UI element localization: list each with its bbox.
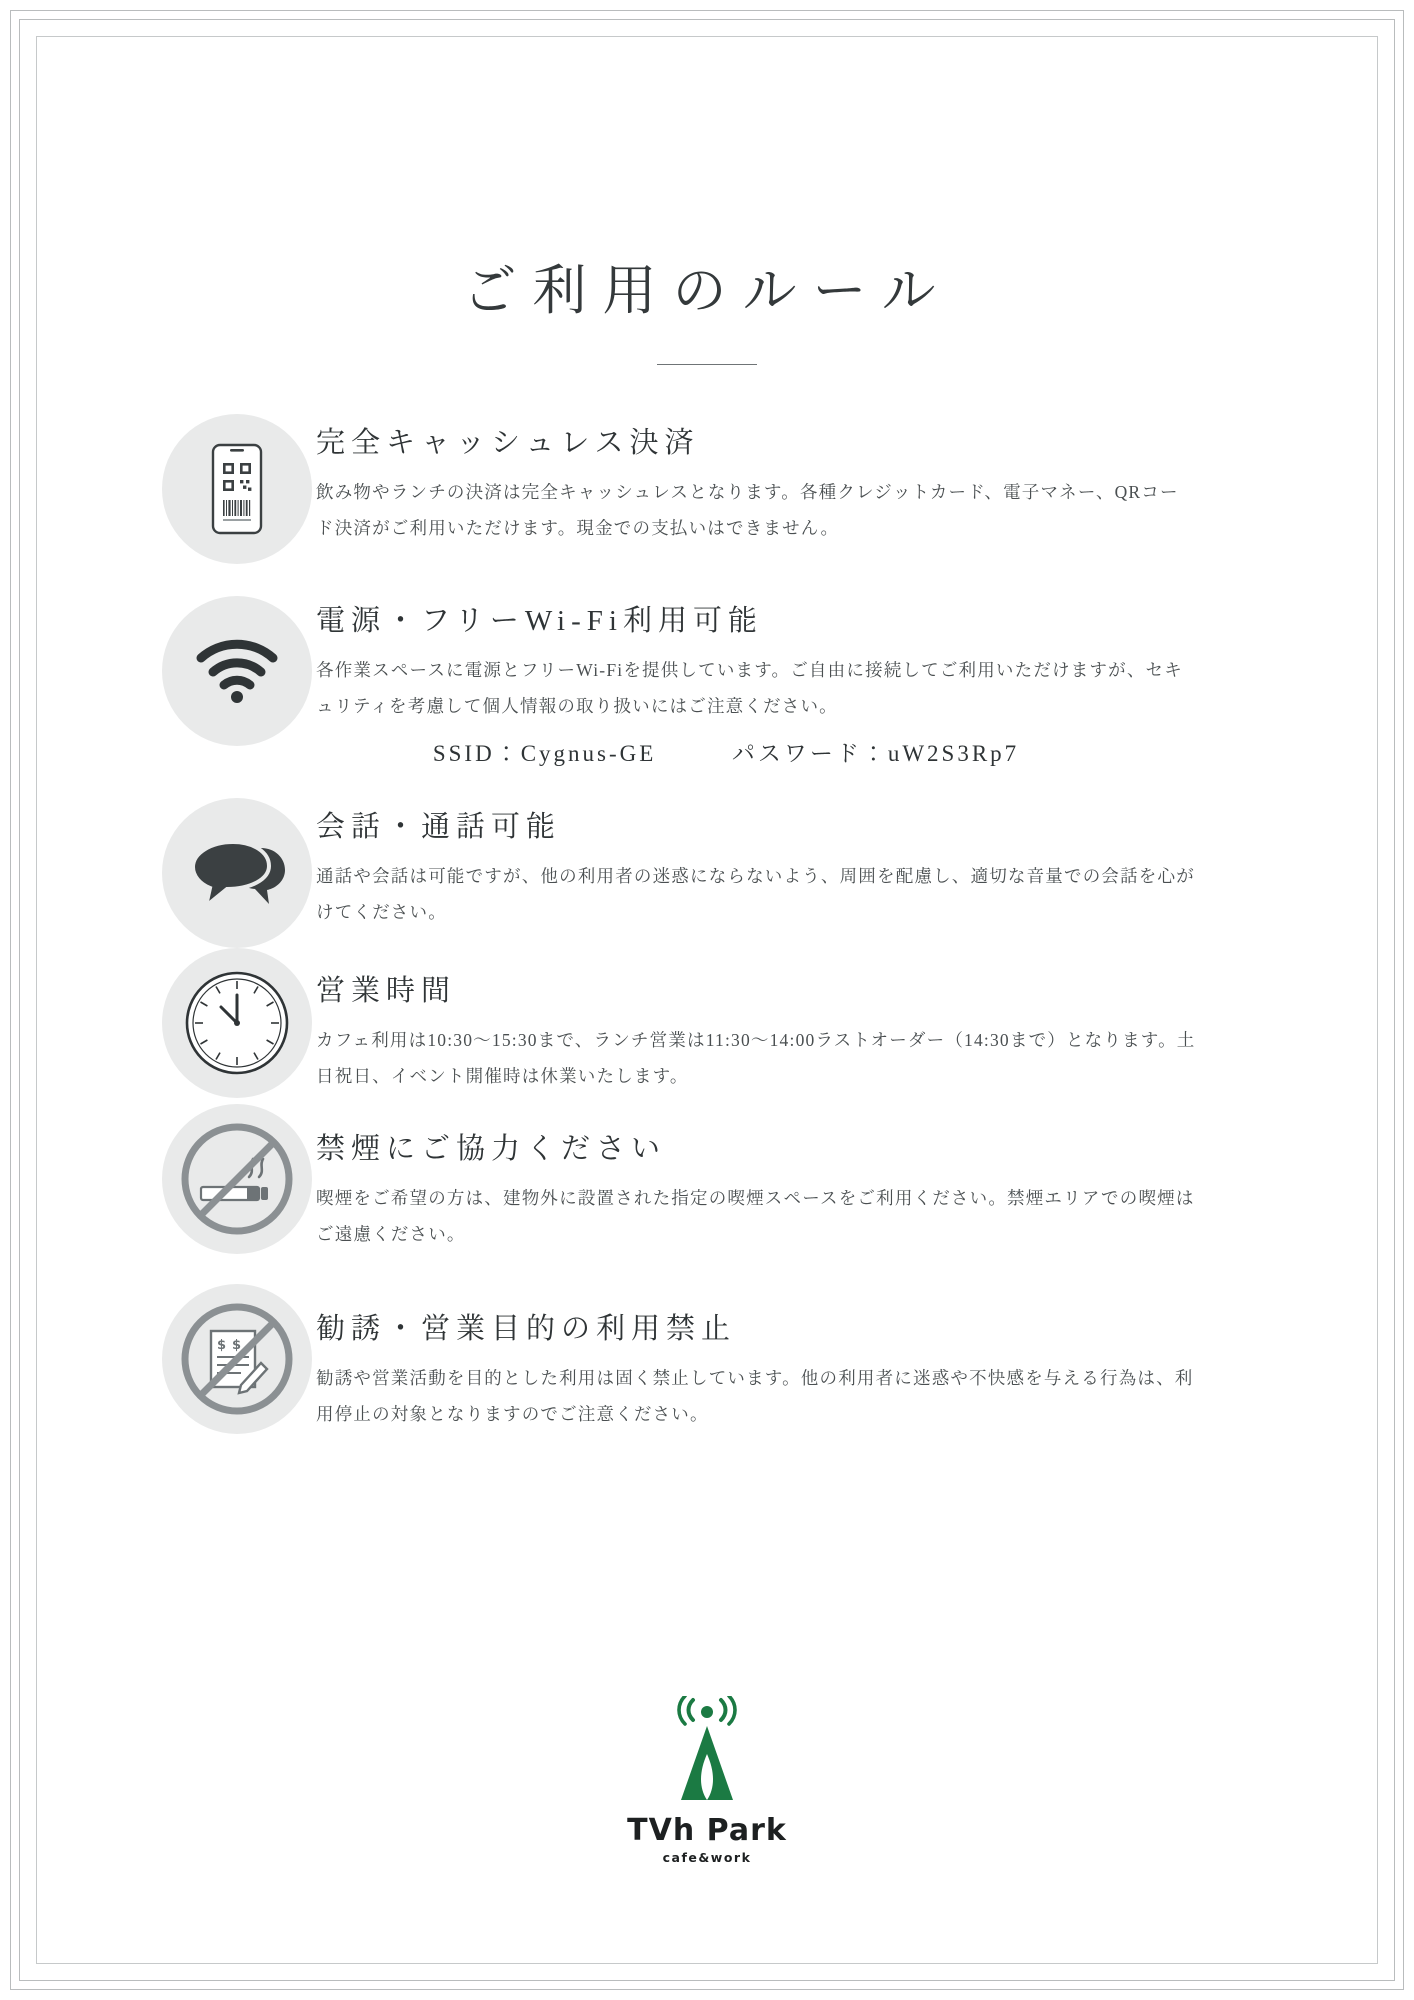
speech-bubbles-icon <box>189 836 285 910</box>
rule-title: 完全キャッシュレス決済 <box>316 427 700 459</box>
broadcast-tower-icon <box>659 1696 755 1806</box>
rule-title: 電源・フリーWi-Fi利用可能 <box>316 605 763 637</box>
rule-body-no-solicitation <box>316 1306 1196 1433</box>
rule-text: カフェ利用は10:30〜15:30まで、ランチ営業は11:30〜14:00ラストオーダー（14:30まで）となります。土日祝日、イベント開催時は休業いたします。 <box>316 1030 1196 1086</box>
wifi-icon <box>193 636 281 706</box>
rule-title: 会話・通話可能 <box>316 811 562 843</box>
no-smoking-icon <box>175 1117 299 1241</box>
rule-text: 喫煙をご希望の方は、建物外に設置された指定の喫煙スペースをご利用ください。禁煙エリアでの喫煙はご遠慮ください。 <box>316 1188 1195 1244</box>
icon-badge-cashless <box>162 414 312 564</box>
rule-text: 各作業スペースに電源とフリーWi-Fiを提供しています。ご自由に接続してご利用いただけますが、セキュリティを考慮して個人情報の取り扱いにはご注意ください。 <box>316 660 1183 716</box>
terms-of-use-arc <box>427 146 987 216</box>
wifi-password: パスワード：uW2S3Rp7 <box>731 740 1020 766</box>
rule-body-hours <box>316 968 1196 1095</box>
no-solicitation-icon <box>175 1297 299 1421</box>
page-title: ご利用のルール <box>462 261 952 321</box>
rule-title: 営業時間 <box>316 975 457 1007</box>
logo-tagline: cafe&work <box>662 1850 752 1865</box>
poster-content <box>36 36 1378 1964</box>
rule-body-no-smoking <box>316 1126 1196 1253</box>
logo-name: TVh Park <box>627 1813 787 1848</box>
svg-text:$: $ <box>232 1338 242 1353</box>
rule-body-wifi <box>316 598 1196 768</box>
icon-badge-no-smoking <box>162 1104 312 1254</box>
icon-badge-wifi <box>162 596 312 746</box>
rule-body-cashless <box>316 420 1196 547</box>
icon-badge-hours <box>162 948 312 1098</box>
icon-badge-conversation <box>162 798 312 948</box>
footer-logo <box>36 1696 1378 1865</box>
icon-badge-no-solicitation <box>162 1284 312 1434</box>
rule-text: 通話や会話は可能ですが、他の利用者の迷惑にならないよう、周囲を配慮し、適切な音量での会話を心がけてください。 <box>316 866 1195 922</box>
rule-body-conversation <box>316 804 1196 931</box>
eyebrow-wrap <box>36 146 1378 206</box>
rule-title: 禁煙にご協力ください <box>316 1133 667 1165</box>
title-divider <box>657 364 757 365</box>
rule-title: 勧誘・営業目的の利用禁止 <box>316 1313 737 1345</box>
rule-text: 飲み物やランチの決済は完全キャッシュレスとなります。各種クレジットカード、電子マネー、QRコード決済がご利用いただけます。現金での支払いはできません。 <box>316 482 1179 538</box>
wifi-ssid: SSID：Cygnus-GE <box>432 740 657 766</box>
clock-icon <box>181 967 293 1079</box>
smartphone-qr-code-icon <box>200 442 274 536</box>
wifi-credentials <box>316 735 1196 768</box>
svg-text:$: $ <box>217 1338 227 1353</box>
rule-text: 勧誘や営業活動を目的とした利用は固く禁止しています。他の利用者に迷惑や不快感を与える行為は、利用停止の対象となりますのでご注意ください。 <box>316 1368 1194 1424</box>
